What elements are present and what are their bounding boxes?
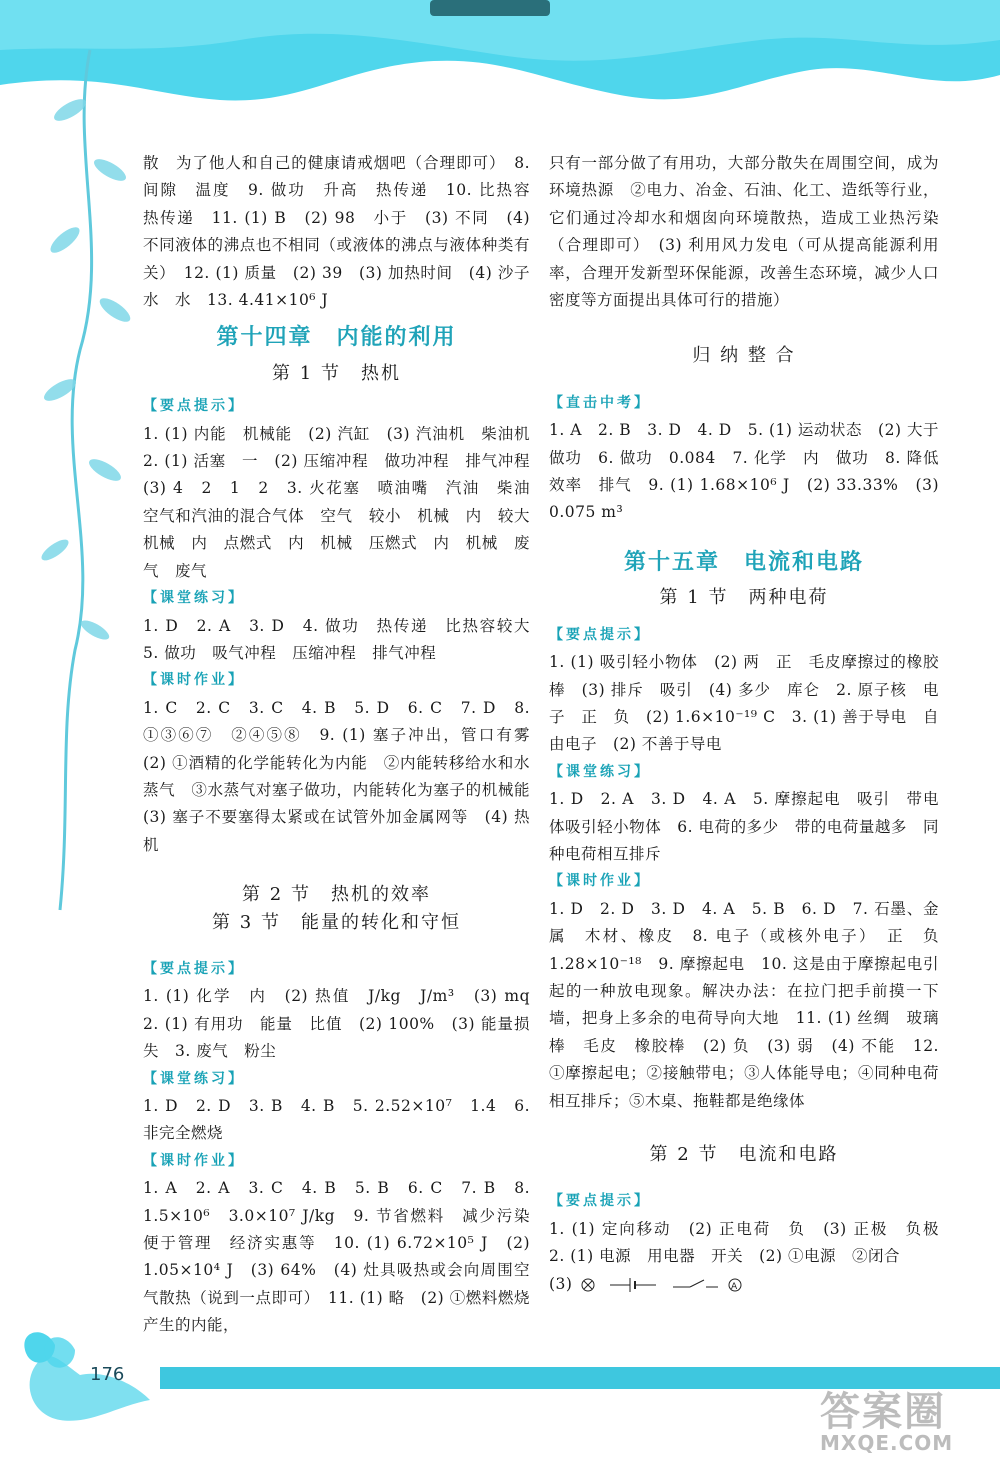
watermark-title: 答案圈 (820, 1389, 946, 1435)
svg-text:A: A (730, 1281, 738, 1292)
ch15-section-2-key-points: 1. (1) 定向移动 (2) 正电荷 负 (3) 正极 负极 2. (1) 电源 用电器 开关 (2) ①电源 ②闭合 (549, 1219, 956, 1266)
section-2-title: 第 2 节 热机的效率 (242, 884, 431, 906)
circuit-symbols-prefix: (3) (549, 1274, 573, 1293)
section-23-class-practice: 1. D 2. D 3. B 4. B 5. 2.52×10⁷ 1.4 6. 非完全燃烧 (143, 1097, 530, 1143)
ch15-section-1-homework: 1. D 2. D 3. D 4. A 5. B 6. D 7. 石墨、金属 木材、橡皮 8. 电子（或核外电子） 正 负 1.28×10⁻¹⁸ 9. 摩擦起电 10. 这是由于摩擦起电引起的一种放电现象。解决办法：在拉门把手前摸一下墙，把身上多余的电荷导向大地 11. (1) 丝绸 玻璃棒 毛皮 橡胶棒 (2) 负 (3) 弱 (4) 不能 12. ①摩擦起电；②接触带电；③人体能导电；④同种电荷相互排斥；⑤木桌、拖鞋都是绝缘体 (549, 899, 956, 1110)
chapter-15-title: 第十五章 电流和电路 (623, 549, 864, 575)
summary-answers: 1. A 2. B 3. D 4. D 5. (1) 运动状态 (2) 大于 做功 6. 做功 0.084 7. 化学 内 做功 8. 降低 效率 排气 9. (1) 1.68×10⁶ J (2) 33.33% (3) 0.075 m³ (549, 421, 956, 522)
ch15-section-1-title: 第 1 节 两种电荷 (659, 587, 829, 609)
ch15-section-1-class-practice: 1. D 2. A 3. D 4. A 5. 摩擦起电 吸引 带电体吸引轻小物体 6. 电荷的多少 带的电荷量越多 同种电荷相互排斥 (549, 790, 939, 863)
chapter-14-title: 第十四章 内能的利用 (216, 325, 457, 351)
right-intro-text: 只有一部分做了有用功，大部分散失在周围空间，成为环境热源 ②电力、冶金、石油、化工、造纸等行业，它们通过冷却水和烟囱向环境散热，造成工业热污染（合理即可） (3) 利用风力发电（可从提高能源利用率，合理开发新型环保能源，改善生态环境，减少人口密度等方面提出具体可行的措施） (549, 154, 939, 310)
summary-title: 归 纳 整 合 (692, 345, 796, 367)
tag-homework: 【课时作业】 (143, 1152, 245, 1169)
left-column (143, 150, 547, 1340)
page-number: 176 (90, 1364, 125, 1385)
tag-homework: 【课时作业】 (143, 672, 245, 689)
section-23-homework: 1. A 2. A 3. C 4. B 5. B 6. C 7. B 8. 1.5×10⁶ 3.0×10⁷ J/kg 9. 节省燃料 减少污染 便于管理 经济实惠等 10. (1) 6.72×10⁵ J (2) 1.05×10⁴ J (3) 64% (4) 灶具吸热或会向周围空气散热（说到一点即可） 11. (1) 略 (2) ①燃料燃烧产生的内能， (143, 1179, 547, 1335)
vine-decoration (0, 30, 160, 930)
tag-class-practice: 【课堂练习】 (143, 1070, 245, 1087)
tag-class-practice: 【课堂练习】 (143, 590, 245, 607)
tag-key-points: 【要点提示】 (549, 626, 651, 643)
circuit-symbols-line (549, 1271, 939, 1298)
ch15-section-2-title: 第 2 节 电流和电路 (649, 1144, 839, 1165)
tag-key-points: 【要点提示】 (143, 960, 245, 977)
tag-exam-focus: 【直击中考】 (549, 394, 651, 411)
section-3-title: 第 3 节 能量的转化和守恒 (212, 911, 461, 933)
tag-class-practice: 【课堂练习】 (549, 763, 651, 780)
section-23-key-points: 1. (1) 化学 内 (2) 热值 J/kg J/m³ (3) mq 2. (1) 有用功 能量 比值 (2) 100% (3) 能量损失 3. 废气 粉尘 (143, 987, 547, 1061)
tag-key-points: 【要点提示】 (143, 398, 245, 415)
section-1-homework: 1. C 2. C 3. C 4. B 5. D 6. C 7. D 8. ①③⑥⑦ ②④⑤⑧ 9. (1) 塞子冲出，管口有雾 (2) ①酒精的化学能转化为内能 ②内能转移给水和水蒸气 ③水蒸气对塞子做功，内能转化为塞子的机械能 (3) 塞子不要塞得太紧或在试管外加金属网等 (4) 热机 (143, 698, 547, 854)
tag-homework: 【课时作业】 (549, 873, 651, 890)
section-1-title: 第 1 节 热机 (272, 362, 401, 384)
watermark-url: MXQE.COM (820, 1431, 954, 1455)
tag-key-points: 【要点提示】 (549, 1193, 651, 1210)
ch15-section-1-key-points: 1. (1) 吸引轻小物体 (2) 两 正 毛皮摩擦过的橡胶棒 (3) 排斥 吸引 (4) 多少 库仑 2. 原子核 电子 正 负 (2) 1.6×10⁻¹⁹ C 3. (1) 善于导电 自由电子 (2) 不善于导电 (549, 653, 939, 754)
section-1-key-points: 1. (1) 内能 机械能 (2) 汽缸 (3) 汽油机 柴油机 2. (1) 活塞 一 (2) 压缩冲程 做功冲程 排气冲程 (3) 4 2 1 2 3. 火花塞 喷油嘴 汽油 柴油 空气和汽油的混合气体 空气 较小 机械 内 较大 机械 内 点燃式 内 机械 压燃式 内 机械 废气 废气 (143, 424, 547, 580)
watermark (820, 1380, 953, 1455)
section-1-class-practice: 1. D 2. A 3. D 4. 做功 热传递 比热容较大 5. 做功 吸气冲程 压缩冲程 排气冲程 (143, 616, 547, 662)
right-column (549, 150, 956, 1298)
left-intro-text: 散 为了他人和自己的健康请戒烟吧（合理即可） 8. 间隙 温度 9. 做功 升高 热传递 10. 比热容 热传递 11. (1) B (2) 98 小于 (3) 不同 (4) 不同液体的沸点也不相同（或液体的沸点与液体种类有关） 12. (1) 质量 (2) 39 (3) 加热时间 (4) 沙子 水 水 13. 4.41×10⁶ J (143, 154, 547, 310)
circuit-symbols-icon (578, 1275, 748, 1295)
